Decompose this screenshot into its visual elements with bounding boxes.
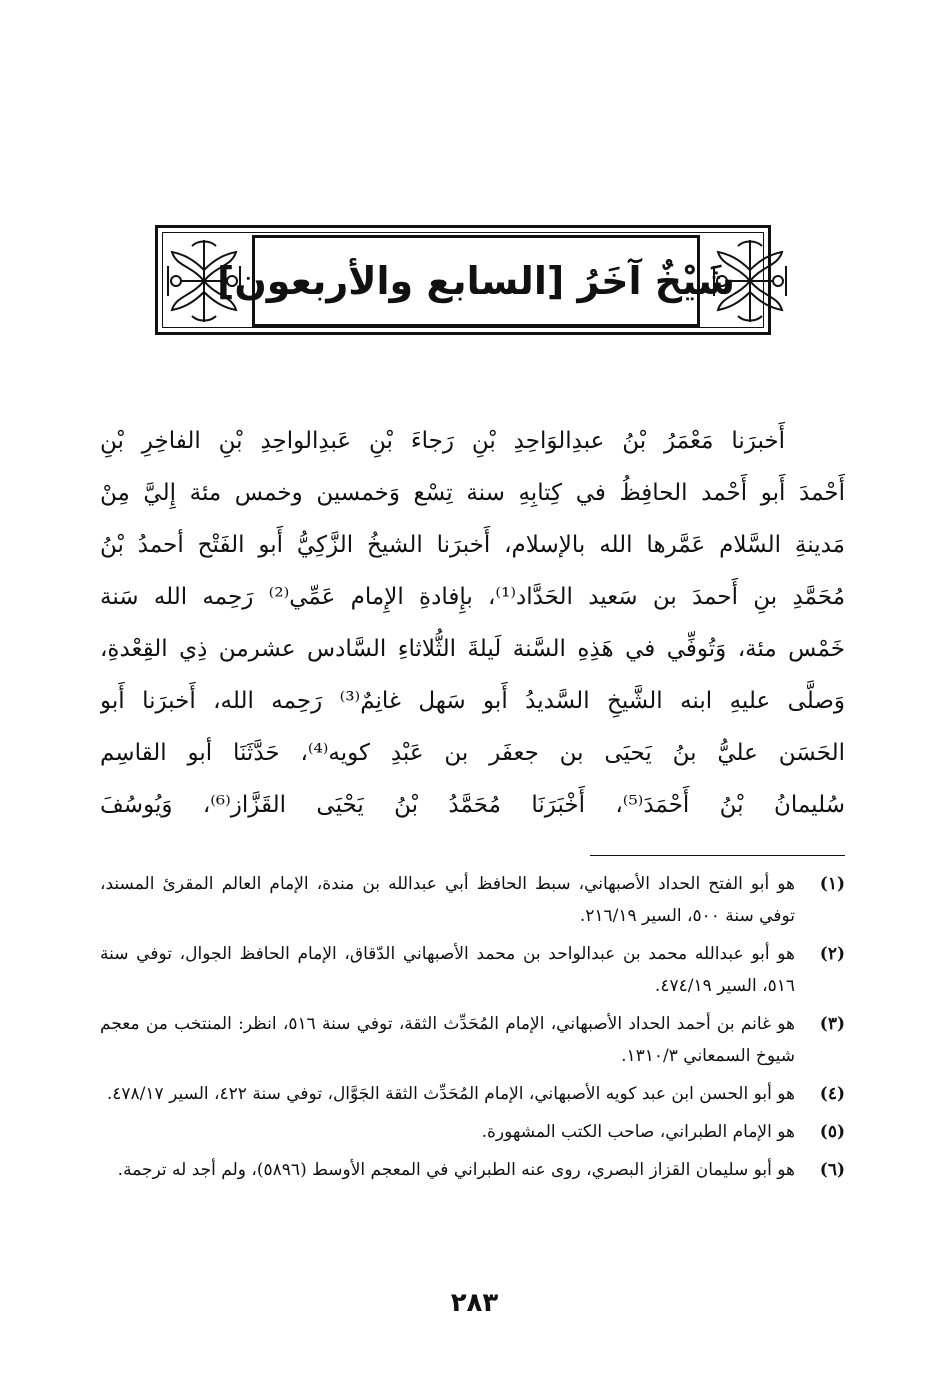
footnote-text: هو أبو الفتح الحداد الأصبهاني، سبط الحافظ أبي عبدالله بن مندة، الإمام العالم المقرئ المسند، توفي سنة ٥٠٠، السير ٢١٦/١٩. — [100, 874, 795, 926]
body-line: مَدينةِ السَّلام عَمَّرها الله بالإسلام، أَخبرَنا الشيخُ الزَّكِيُّ أَبو الفَتْح أحمدُ بْنُ — [100, 532, 845, 558]
footnote-number: (٦) — [819, 1160, 845, 1180]
chapter-title: شَيْخٌ آخَرُ [السابع والأربعون] — [217, 259, 735, 303]
footnote-text: هو الإمام الطبراني، صاحب الكتب المشهورة. — [481, 1122, 795, 1142]
footnote — [100, 1154, 845, 1186]
footnote-number: (٤) — [819, 1084, 845, 1104]
footnote-text: هو أبو الحسن ابن عبد كويه الأصبهاني، الإمام المُحَدِّث الثقة الجَوَّال، توفي سنة ٤٢٢، السير ٤٧٨/١٧. — [106, 1084, 795, 1104]
body-line: أَخبرَنا مَعْمَرُ بْنُ عبدِالوَاحِدِ بْنِ رَجاءَ بْنِ عَبدِالواحِدِ بْنِ الفاخِرِ بْنِ — [100, 428, 785, 454]
footnote — [100, 938, 845, 1002]
footnote-text: هو غانم بن أحمد الحداد الأصبهاني، الإمام المُحَدِّث الثقة، توفي سنة ٥١٦، انظر: المنتخب من معجم شيوخ السمعاني ١٣١٠/٣. — [100, 1014, 795, 1066]
footnote-number: (٣) — [819, 1014, 845, 1034]
footnotes — [100, 868, 845, 1192]
footnote-text: هو أبو عبدالله محمد بن عبدالواحد بن محمد الأصبهاني الدّقاق، الإمام الحافظ الجوال، توفي سنة ٥١٦، السير ٤٧٤/١٩. — [100, 944, 795, 996]
footnote-text: هو أبو سليمان القزاز البصري، روى عنه الطبراني في المعجم الأوسط (٥٨٩٦)، ولم أجد له ترجمة. — [117, 1160, 795, 1180]
body-line: خَمْس مئة، وَتُوفِّي في هَذِهِ السَّنة لَيلةَ الثُّلاثاءِ السَّادس عشرمن ذِي القِعْدةِ، — [100, 636, 845, 662]
footnote-number: (٥) — [819, 1122, 845, 1142]
body-line: الحَسَن عليُّ بنُ يَحيَى بن جعفَر بن عَبْدِ كويه⁽⁴⁾، حَدَّثَنَا أبو القاسِم — [100, 740, 845, 766]
footnote — [100, 1008, 845, 1072]
body-line: سُليمانُ بْنُ أَحْمَدَ⁽⁵⁾، أَخْبَرَنَا مُحَمَّدُ بْنُ يَحْيَى القَزَّاز⁽⁶⁾، وَيُوسُفَ — [100, 792, 845, 818]
footnote-number: (١) — [819, 874, 845, 894]
footnote-separator — [590, 855, 845, 856]
chapter-title-box — [217, 235, 735, 327]
body-line: مُحَمَّدِ بنِ أَحمدَ بن سَعيد الحَدَّاد⁽¹⁾، بإِفادةِ الإِمام عَمِّي⁽²⁾ رَحِمه الله سَنة — [100, 584, 845, 610]
body-text — [100, 415, 845, 831]
footnote — [100, 1078, 845, 1110]
body-line: وَصلَّى عليهِ ابنه الشَّيخِ السَّديدُ أَبو سَهل غانِمٌ⁽³⁾ رَحِمه الله، أَخبرَنا أَبو — [100, 688, 845, 714]
footnote — [100, 868, 845, 932]
body-line: أَحْمدَ أَبو أَحْمد الحافِظُ في كِتابِهِ سنة تِسْع وَخمسين وخمس مئة إِليَّ مِنْ — [100, 480, 845, 506]
page-number: ٢٨٣ — [450, 1288, 499, 1318]
footnote — [100, 1116, 845, 1148]
footnote-number: (٢) — [819, 944, 845, 964]
